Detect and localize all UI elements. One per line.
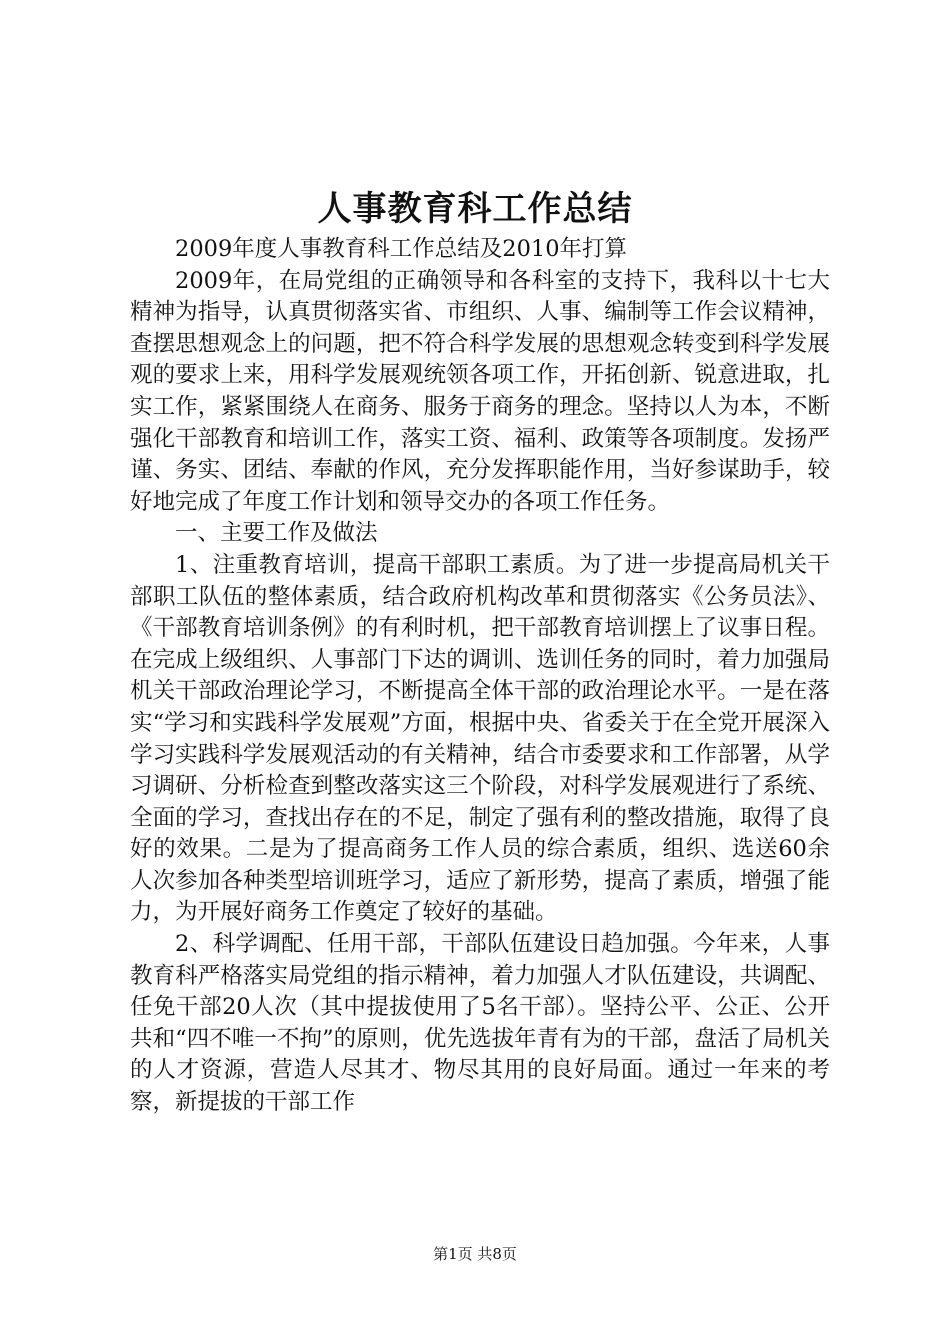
intro-paragraph: 2009年，在局党组的正确领导和各科室的支持下，我科以十七大精神为指导，认真贯彻落实省、市组织、人事、编制等工作会议精神，查摆思想观念上的问题，把不符合科学发展的思想观念转变到科学发展观的要求上来，用科学发展观统领各项工作，开拓创新、锐意进取，扎实工作，紧紧围绕人在商务、服务于商务的理念。坚持以人为本，不断强化干部教育和培训工作，落实工资、福利、政策等各项制度。发扬严谨、务实、团结、奉献的作风，充分发挥职能作用，当好参谋助手，较好地完成了年度工作计划和领导交办的各项工作任务。 <box>130 267 830 515</box>
paragraph-staffing: 2、科学调配、任用干部，干部队伍建设日趋加强。今年来，人事教育科严格落实局党组的指示精神，着力加强人才队伍建设，共调配、任免干部20人次（其中提拔使用了5名干部）。坚持公平、公正、公开共和“四不唯一不拘”的原则，优先选拔年青有为的干部，盘活了局机关的人才资源，营造人尽其才、物尽其用的良好局面。通过一年来的考察，新提拔的干部工作 <box>130 931 830 1116</box>
paragraph-training: 1、注重教育培训，提高干部职工素质。为了进一步提高局机关干部职工队伍的整体素质，结合政府机构改革和贯彻落实《公务员法》、《干部教育培训条例》的有利时机，把干部教育培训摆上了议事日程。在完成上级组织、人事部门下达的调训、选训任务的同时，着力加强局机关干部政治理论学习，不断提高全体干部的政治理论水平。一是在落实“学习和实践科学发展观”方面，根据中央、省委关于在全党开展深入学习实践科学发展观活动的有关精神，结合市委要求和工作部署，从学习调研、分析检查到整改落实这三个阶段，对科学发展观进行了系统、全面的学习，查找出存在的不足，制定了强有利的整改措施，取得了良好的效果。二是为了提高商务工作人员的综合素质，组织、选送60余人次参加各种类型培训班学习，适应了新形势，提高了素质，增强了能力，为开展好商务工作奠定了较好的基础。 <box>130 551 830 926</box>
subtitle-paragraph: 2009年度人事教育科工作总结及2010年打算 <box>175 236 628 262</box>
document-title: 人事教育科工作总结 <box>317 189 633 229</box>
page-footer: 第1页 共8页 <box>433 1245 517 1263</box>
document-body <box>130 234 830 1119</box>
section-heading: 一、主要工作及做法 <box>175 520 378 547</box>
